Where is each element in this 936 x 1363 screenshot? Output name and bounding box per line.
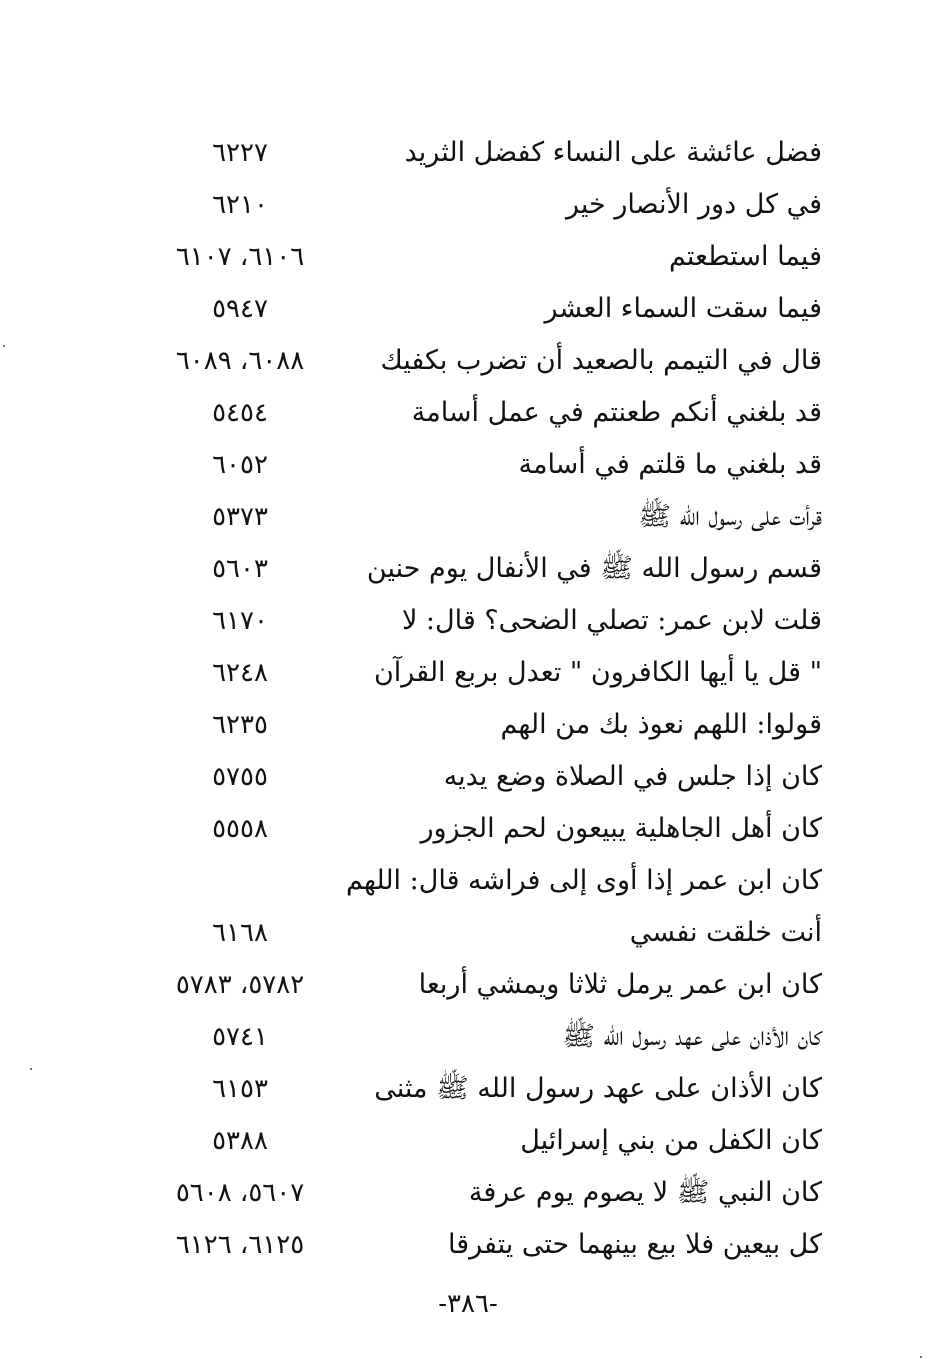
- entry-reference-numbers: ٥٦٠٧، ٥٦٠٨: [175, 1178, 305, 1208]
- index-entry: [150, 1167, 822, 1219]
- entry-reference-numbers: ٦١٠٦، ٦١٠٧: [175, 242, 305, 272]
- entry-reference-numbers: ٦٢٣٥: [212, 710, 268, 740]
- entry-reference-numbers: ٥٧٨٢، ٥٧٨٣: [175, 970, 305, 1000]
- index-entry: [150, 751, 822, 803]
- entry-phrase: كان أهل الجاهلية يبيعون لحم الجزور: [420, 813, 822, 844]
- entry-reference-numbers: ٦٢٢٧: [212, 138, 268, 168]
- entry-reference-numbers: ٥٧٤١: [212, 1022, 268, 1052]
- index-entry: [150, 1219, 822, 1271]
- entry-phrase: قسم رسول الله ﷺ في الأنفال يوم حنين: [366, 553, 822, 584]
- index-entry: [150, 1011, 822, 1063]
- entry-phrase: كان ابن عمر يرمل ثلاثا ويمشي أربعا: [418, 969, 822, 1000]
- hadith-index-list: [150, 127, 822, 1271]
- index-entry: [150, 803, 822, 855]
- page-number: -٣٨٦-: [438, 1289, 498, 1319]
- entry-phrase: قولوا: اللهم نعوذ بك من الهم: [500, 709, 822, 740]
- index-entry: [150, 543, 822, 595]
- entry-phrase: في كل دور الأنصار خير: [566, 189, 822, 220]
- entry-phrase: " قل يا أيها الكافرون " تعدل بربع القرآن: [373, 657, 822, 688]
- index-entry: [150, 1063, 822, 1115]
- entry-phrase: أنت خلقت نفسي: [629, 917, 822, 948]
- index-entry: [150, 699, 822, 751]
- entry-reference-numbers: ٦١٥٣: [212, 1074, 268, 1104]
- entry-phrase: كان الأذان على عهد رسول الله ﷺ: [562, 1021, 822, 1052]
- index-entry: [150, 335, 822, 387]
- index-entry: [150, 647, 822, 699]
- entry-reference-numbers: ٦١٦٨: [212, 918, 268, 948]
- entry-phrase: كان إذا جلس في الصلاة وضع يديه: [443, 761, 822, 792]
- index-entry: [150, 907, 822, 959]
- scan-speck: [920, 1356, 922, 1358]
- index-entry: [150, 179, 822, 231]
- index-entry: [150, 855, 822, 907]
- entry-phrase: فيما سقت السماء العشر: [544, 293, 822, 324]
- entry-reference-numbers: ٦٠٨٨، ٦٠٨٩: [175, 346, 305, 376]
- entry-reference-numbers: ٥٦٠٣: [212, 554, 268, 584]
- entry-phrase: كان الكفل من بني إسرائيل: [520, 1125, 822, 1156]
- scan-speck: [3, 345, 5, 347]
- entry-phrase: قد بلغني ما قلتم في أسامة: [518, 449, 822, 480]
- entry-reference-numbers: ٦١٢٥، ٦١٢٦: [175, 1230, 305, 1260]
- entry-phrase: كان ابن عمر إذا أوى إلى فراشه قال: اللهم: [345, 865, 822, 896]
- entry-phrase: فيما استطعتم: [668, 241, 822, 272]
- scan-speck: [30, 1068, 32, 1070]
- entry-reference-numbers: ٥٣٧٣: [212, 502, 268, 532]
- index-entry: [150, 959, 822, 1011]
- index-entry: [150, 1115, 822, 1167]
- entry-phrase: قرأت على رسول الله ﷺ: [638, 501, 822, 532]
- entry-phrase: فضل عائشة على النساء كفضل الثريد: [404, 137, 822, 168]
- index-entry: [150, 491, 822, 543]
- entry-reference-numbers: ٦١٧٠: [212, 606, 268, 636]
- entry-reference-numbers: ٥٩٤٧: [212, 294, 268, 324]
- entry-reference-numbers: ٥٥٥٨: [212, 814, 268, 844]
- entry-reference-numbers: ٦٠٥٢: [212, 450, 268, 480]
- index-entry: [150, 283, 822, 335]
- entry-phrase: كان الأذان على عهد رسول الله ﷺ مثنى: [374, 1073, 822, 1104]
- entry-phrase: قلت لابن عمر: تصلي الضحى؟ قال: لا: [401, 605, 822, 636]
- entry-phrase: قال في التيمم بالصعيد أن تضرب بكفيك: [380, 345, 822, 376]
- index-entry: [150, 439, 822, 491]
- entry-reference-numbers: ٥٧٥٥: [212, 762, 268, 792]
- index-entry: [150, 595, 822, 647]
- entry-phrase: كل بيعين فلا بيع بينهما حتى يتفرقا: [447, 1229, 822, 1260]
- entry-phrase: قد بلغني أنكم طعنتم في عمل أسامة: [411, 397, 822, 428]
- entry-reference-numbers: ٥٤٥٤: [212, 398, 268, 428]
- entry-reference-numbers: ٥٣٨٨: [212, 1126, 268, 1156]
- entry-phrase: كان النبي ﷺ لا يصوم يوم عرفة: [468, 1177, 822, 1208]
- index-entry: [150, 231, 822, 283]
- entry-reference-numbers: ٦٢١٠: [212, 190, 268, 220]
- index-entry: [150, 127, 822, 179]
- entry-reference-numbers: ٦٢٤٨: [212, 658, 268, 688]
- index-entry: [150, 387, 822, 439]
